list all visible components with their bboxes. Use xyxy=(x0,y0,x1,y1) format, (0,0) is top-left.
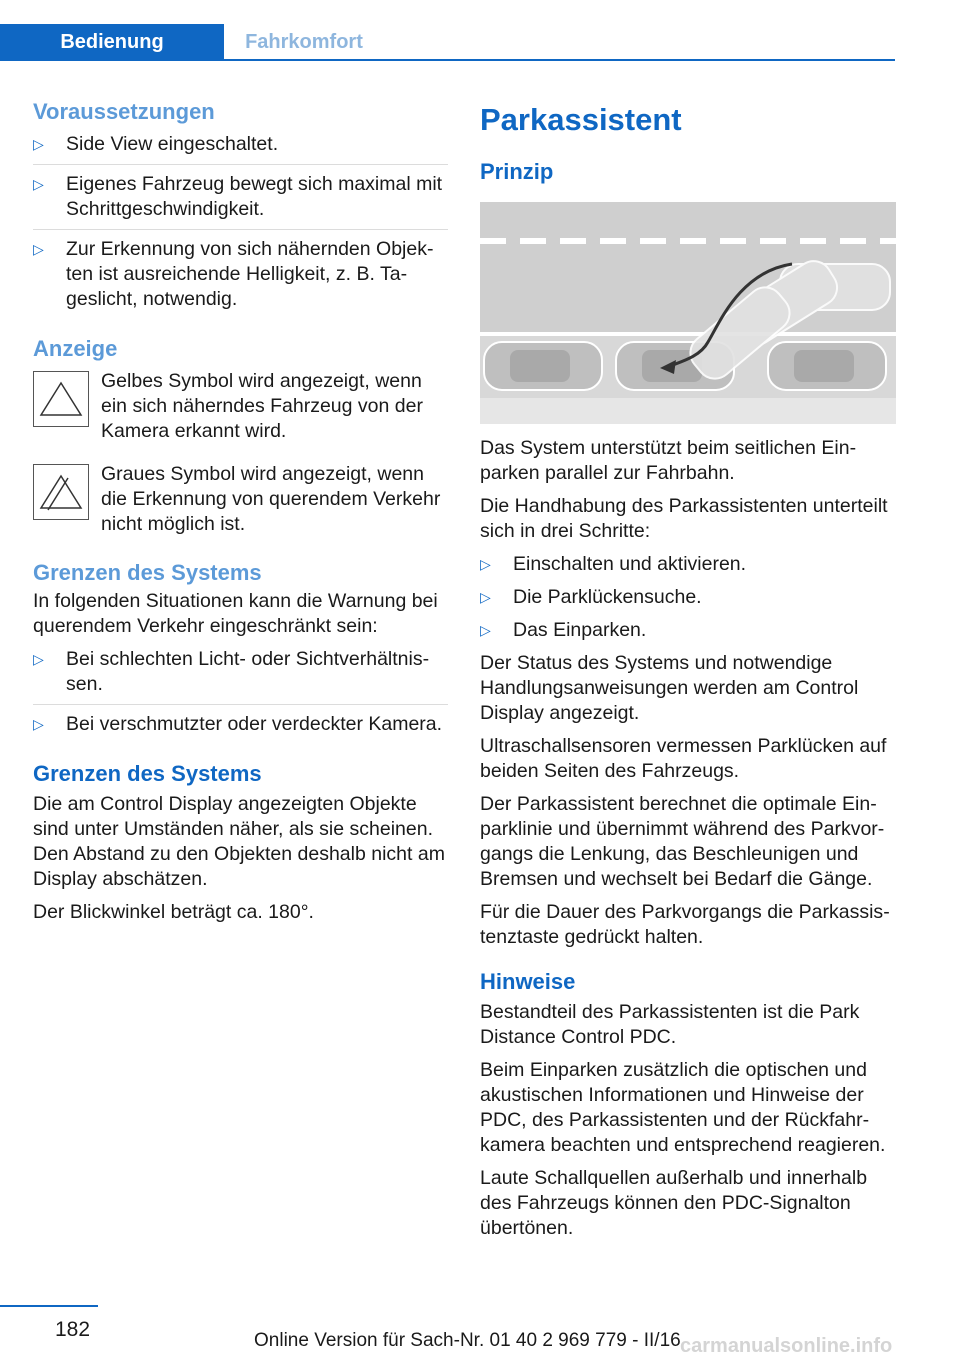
paragraph: Laute Schallquellen außerhalb und innerhalb des Fahrzeugs können den PDC-Signalton übertönen. xyxy=(480,1167,868,1239)
warning-triangle-crossed-icon xyxy=(33,464,89,520)
heading-grenzen-2: Grenzen des Systems xyxy=(33,761,262,786)
parking-illustration xyxy=(480,202,896,424)
paragraph: Das System unterstützt beim seitlichen Einparken parallel zur Fahrbahn. xyxy=(480,437,857,484)
triangle-bullet-icon: ▷ xyxy=(480,556,491,572)
tab-bedienung[interactable]: Bedienung xyxy=(0,24,224,60)
page-number: 182 xyxy=(55,1318,91,1341)
triangle-bullet-icon: ▷ xyxy=(33,176,44,192)
steps-list xyxy=(480,552,896,647)
paragraph: In folgenden Situationen kann die Warnung bei querendem Verkehr eingeschränkt sein: xyxy=(33,590,438,637)
tab-underline xyxy=(0,59,895,61)
symbol-row-yellow xyxy=(33,369,448,444)
heading-grenzen-1: Grenzen des Systems xyxy=(33,560,262,585)
heading-anzeige: Anzeige xyxy=(33,336,118,361)
triangle-bullet-icon: ▷ xyxy=(33,716,44,732)
list-item: ▷ Bei schlechten Licht- oder Sichtverhältnissen. xyxy=(33,647,448,705)
symbol-description: Gelbes Symbol wird angezeigt, wenn ein sich näherndes Fahrzeug von der Kamera erkannt wird. xyxy=(101,370,423,442)
paragraph: Ultraschallsensoren vermessen Parklücken auf beiden Seiten des Fahrzeugs. xyxy=(480,735,887,782)
left-column xyxy=(33,98,448,933)
tab-bar xyxy=(0,0,895,62)
list-item: ▷ Einschalten und aktivieren. xyxy=(480,553,747,575)
list-item: ▷ Bei verschmutzter oder verdeckter Kamera. xyxy=(33,713,443,735)
list-item: ▷ Side View eingeschaltet. xyxy=(33,132,448,165)
paragraph: Die Handhabung des Parkassistenten unterteilt sich in drei Schritte: xyxy=(480,495,888,542)
paragraph: Der Parkassistent berechnet die optimale Einparklinie und übernimmt während des Parkvorgangs die Lenkung, das Beschleunigen und Bremsen und wechselt bei Bedarf die Gänge. xyxy=(480,793,885,890)
list-item: ▷ Eigenes Fahrzeug bewegt sich maximal mit Schrittgeschwindigkeit. xyxy=(33,172,448,230)
triangle-bullet-icon: ▷ xyxy=(33,136,44,152)
triangle-bullet-icon: ▷ xyxy=(33,651,44,667)
paragraph: Die am Control Display angezeigten Objekte sind unter Umständen näher, als sie scheinen. Den Abstand zu den Objekten deshalb nicht am Display abschätzen. xyxy=(33,793,445,890)
heading-voraussetzungen: Voraussetzungen xyxy=(33,99,215,124)
triangle-bullet-icon: ▷ xyxy=(480,622,491,638)
triangle-bullet-icon: ▷ xyxy=(480,589,491,605)
paragraph: Für die Dauer des Parkvorgangs die Parkassistenztaste gedrückt halten. xyxy=(480,901,890,948)
paragraph: Bestandteil des Parkassistenten ist die Park Distance Control PDC. xyxy=(480,1001,860,1048)
paragraph: Beim Einparken zusätzlich die optischen und akustischen Informationen und Hinweise der PDC, des Parkassistenten und der Rückfahrkamera beachten und entsprechend reagieren. xyxy=(480,1059,886,1156)
list-item: ▷ Das Einparken. xyxy=(480,619,647,641)
tab-fahrkomfort[interactable]: Fahrkomfort xyxy=(245,30,363,53)
paragraph: Der Status des Systems und notwendige Handlungsanweisungen werden am Control Display angezeigt. xyxy=(480,652,859,724)
triangle-bullet-icon: ▷ xyxy=(33,241,44,257)
limits-list xyxy=(33,647,448,744)
footer-version-text: Online Version für Sach-Nr. 01 40 2 969 779 - II/16 xyxy=(254,1330,681,1351)
page-title: Parkassistent xyxy=(480,102,682,137)
list-item: ▷ Zur Erkennung von sich nähernden Objekten ist ausreichende Helligkeit, z. B. Tageslicht, notwendig. xyxy=(33,238,434,310)
paragraph: Der Blickwinkel beträgt ca. 180°. xyxy=(33,901,314,923)
list-item: ▷ Die Parklückensuche. xyxy=(480,586,702,608)
watermark: carmanualsonline.info xyxy=(680,1335,893,1357)
heading-hinweise: Hinweise xyxy=(480,969,576,994)
symbol-description: Graues Symbol wird angezeigt, wenn die Erkennung von querendem Verkehr nicht möglich ist. xyxy=(101,463,441,535)
requirements-list xyxy=(33,132,448,319)
warning-triangle-icon xyxy=(33,371,89,427)
symbol-row-grey xyxy=(33,462,448,537)
heading-prinzip: Prinzip xyxy=(480,159,554,184)
right-column xyxy=(480,100,896,1249)
footer-accent-line xyxy=(0,1305,98,1307)
